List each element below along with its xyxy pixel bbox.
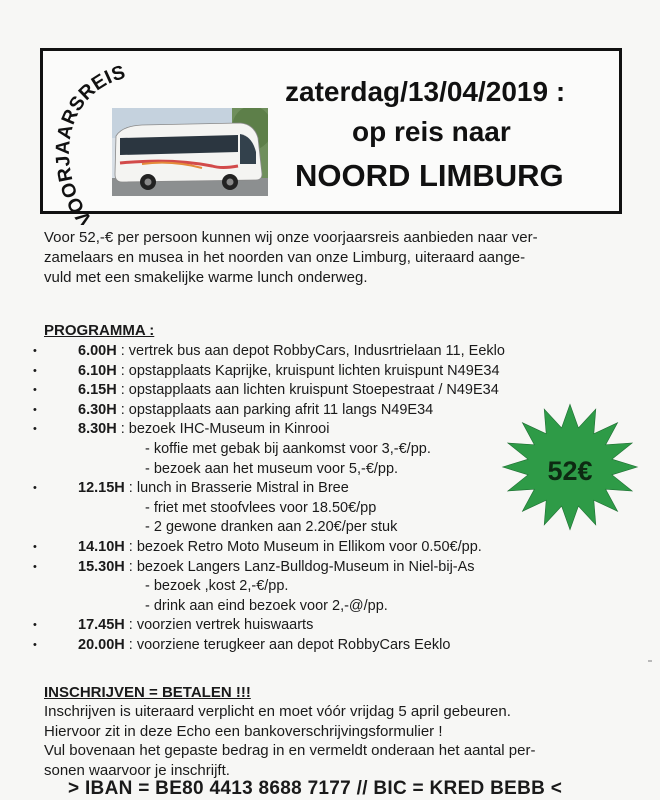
- intro-line: zamelaars en musea in het noorden van onze Limburg, uiteraard aange-: [44, 249, 526, 266]
- scan-speck: [648, 660, 652, 662]
- bullet-icon: •: [33, 423, 37, 436]
- program-item: [33, 636, 633, 656]
- program-item: [33, 538, 633, 558]
- signup-line: Inschrijven is uiteraard verplicht en moet vóór vrijdag 5 april gebeuren.: [44, 703, 511, 720]
- program-description: : bezoek Retro Moto Museum in Ellikom voor 0.50€/pp.: [128, 538, 482, 555]
- program-time: 6.00H: [78, 343, 117, 359]
- program-item: [33, 616, 633, 636]
- trip-subtitle: op reis naar: [352, 116, 511, 147]
- intro-line: vuld met een smakelijke warme lunch onderweg.: [44, 269, 368, 286]
- bullet-icon: •: [33, 403, 37, 416]
- trip-destination: NOORD LIMBURG: [295, 158, 564, 193]
- program-time: 14.10H: [78, 538, 125, 555]
- program-time: 17.45H: [78, 617, 125, 634]
- program-subitem: - bezoek ,kost 2,-€/pp.: [145, 578, 289, 595]
- program-item: [33, 381, 633, 401]
- bullet-icon: •: [33, 619, 37, 632]
- bullet-icon: •: [33, 540, 37, 553]
- program-title: PROGRAMMA :: [44, 322, 155, 339]
- bullet-icon: •: [33, 482, 37, 495]
- program-description: : bezoek IHC-Museum in Kinrooi: [120, 421, 330, 438]
- price-badge: [500, 402, 640, 532]
- iban-line: > IBAN = BE80 4413 8688 7177 // BIC = KRED BEBB <: [68, 778, 563, 799]
- program-description: : voorzien vertrek huiswaarts: [128, 617, 314, 634]
- program-item: [33, 342, 633, 362]
- program-time: 6.15H: [78, 382, 117, 399]
- intro-line: Voor 52,-€ per persoon kunnen wij onze voorjaarsreis aanbieden naar ver-: [44, 229, 538, 246]
- bullet-icon: •: [33, 345, 37, 357]
- bus-photo: [112, 108, 268, 196]
- program-time: 6.10H: [78, 362, 117, 379]
- signup-title: INSCHRIJVEN = BETALEN !!!: [44, 684, 251, 701]
- trip-date: zaterdag/13/04/2019 :: [285, 76, 566, 107]
- program-description: : bezoek Langers Lanz-Bulldog-Museum in Niel-bij-As: [128, 558, 475, 575]
- program-time: 12.15H: [78, 480, 125, 497]
- bullet-icon: •: [33, 384, 37, 397]
- program-item: [33, 558, 633, 617]
- arc-title-text: VOORJAARSREIS: [51, 61, 129, 225]
- signup-line: Vul bovenaan het gepaste bedrag in en vermeldt onderaan het aantal per-: [44, 742, 536, 759]
- program-subitem: - bezoek aan het museum voor 5,-€/pp.: [145, 460, 399, 477]
- program-subitem: - drink aan eind bezoek voor 2,-@/pp.: [145, 597, 388, 614]
- program-subitem: - friet met stoofvlees voor 18.50€/pp: [145, 499, 377, 516]
- signup-text: [44, 702, 654, 780]
- program-subitem: - 2 gewone dranken aan 2.20€/per stuk: [145, 519, 398, 536]
- program-description: : voorziene terugkeer aan depot RobbyCars Eeklo: [128, 636, 451, 653]
- program-description: : opstapplaats aan lichten kruispunt Stoepestraat / N49E34: [120, 382, 499, 399]
- bullet-icon: •: [33, 560, 37, 573]
- program-description: : opstapplaats Kaprijke, kruispunt lichten kruispunt N49E34: [120, 362, 500, 379]
- program-subitem: - koffie met gebak bij aankomst voor 3,-€/pp.: [145, 440, 431, 457]
- signup-line: sonen waarvoor je inschrijft.: [44, 761, 230, 779]
- intro-paragraph: [44, 228, 644, 288]
- bullet-icon: •: [33, 638, 37, 651]
- price-badge-label: 52€: [547, 456, 593, 486]
- program-description: : vertrek bus aan depot RobbyCars, Indusrtrielaan 11, Eeklo: [120, 343, 505, 359]
- program-time: 15.30H: [78, 558, 125, 575]
- program-time: 8.30H: [78, 421, 117, 438]
- program-time: 6.30H: [78, 401, 117, 418]
- program-item: [33, 362, 633, 382]
- bullet-icon: •: [33, 364, 37, 377]
- program-time: 20.00H: [78, 636, 125, 653]
- signup-line: Hiervoor zit in deze Echo een bankoverschrijvingsformulier !: [44, 722, 443, 740]
- program-description: : opstapplaats aan parking afrit 11 langs N49E34: [120, 401, 434, 418]
- program-description: : lunch in Brasserie Mistral in Bree: [128, 480, 349, 497]
